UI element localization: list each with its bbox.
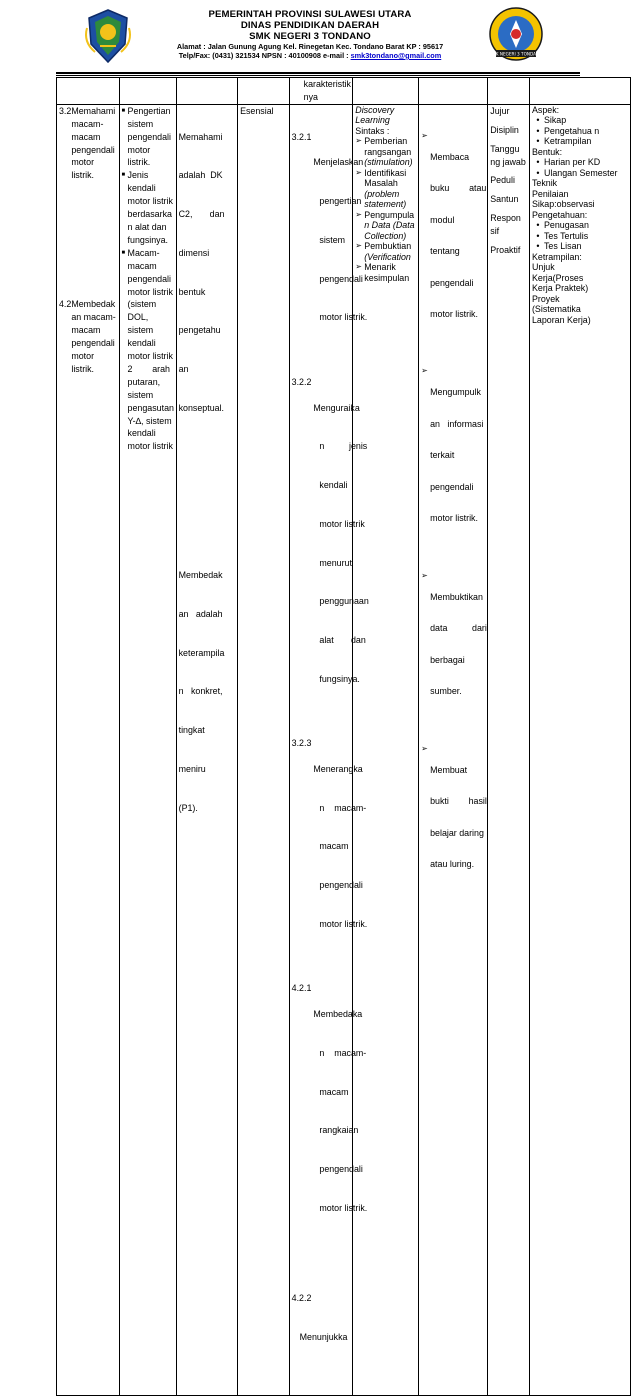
- indikator-number: 3.2.2: [291, 376, 312, 387]
- materi-text: pengasutan: [127, 402, 174, 413]
- kd-text: motor: [71, 157, 95, 168]
- penilaian-item: • Ketrampilan: [532, 136, 628, 147]
- materi-text: Pengertian: [127, 105, 171, 116]
- dot-bullet-icon: •: [536, 220, 540, 231]
- materi-cell: [119, 104, 176, 1396]
- materi-text: putaran,: [127, 376, 161, 387]
- dot-bullet-icon: •: [536, 136, 540, 147]
- cell-text: karakteristik: [303, 79, 351, 89]
- syllabus-table: [56, 77, 631, 1396]
- materi-text: Y-∆, sistem: [127, 415, 172, 426]
- materi-text: sistem: [127, 118, 154, 129]
- dot-bullet-icon: •: [536, 230, 540, 241]
- materi-text: kendali: [127, 428, 156, 439]
- penilaian-label: Bentuk:: [531, 146, 563, 157]
- sintaks-text: (stimulation): [364, 157, 413, 168]
- materi-text: kendali: [127, 338, 156, 349]
- kd-text: listrik.: [71, 170, 95, 181]
- letterhead-address: Alamat : Jalan Gunung Agung Kel. Rinegetan Kec. Tondano Barat KP : 95617: [176, 42, 444, 51]
- dimensi-text: adalah DK: [178, 170, 223, 181]
- cell-text: nya: [303, 91, 318, 102]
- kegiatan-item: [421, 571, 485, 718]
- kegiatan-text: pengendali: [430, 277, 474, 288]
- table-row: [57, 78, 631, 105]
- indikator-item: [291, 376, 369, 712]
- table-cell: [419, 78, 488, 105]
- indikator-item: [291, 982, 368, 1240]
- dimensi-text: Membedak: [178, 570, 223, 581]
- penilaian-text: Proyek: [531, 293, 560, 304]
- square-bullet-icon: ■: [121, 172, 126, 179]
- kegiatan-text: atau luring.: [430, 859, 475, 870]
- letterhead-line-2: DINAS PENDIDIKAN DAERAH: [240, 20, 380, 31]
- sintaks-text: rangsangan: [364, 146, 412, 157]
- dot-bullet-icon: •: [536, 167, 540, 178]
- materi-text: pengendali: [127, 131, 171, 142]
- materi-text: (sistem: [127, 299, 157, 310]
- arrow-bullet-icon: ➢: [355, 167, 362, 177]
- materi-text: motor listrik: [127, 441, 173, 452]
- school-seal-caption: SMK NEGERI 3 TONDANO: [489, 51, 543, 57]
- kegiatan-text: tentang: [430, 246, 460, 257]
- indikator-text: Menguraika: [313, 402, 360, 413]
- indikator-item: [292, 1266, 351, 1369]
- kegiatan-cell: [419, 104, 488, 1396]
- materi-text: motor listrik: [127, 286, 173, 297]
- dimensi-text: an adalah: [178, 608, 223, 619]
- indikator-text: macam: [319, 1086, 349, 1097]
- indikator-text: motor listrik: [319, 518, 365, 529]
- sintaks-text: (problem: [364, 188, 400, 199]
- kd-number: 4.2: [59, 299, 72, 310]
- materi-text: berdasarka: [127, 209, 172, 220]
- penilaian-label: Aspek:: [531, 104, 560, 115]
- dot-bullet-icon: •: [536, 157, 540, 168]
- kegiatan-text: Membuat: [430, 764, 468, 775]
- letterhead-rule-thin: [56, 75, 580, 76]
- karakter-text: Disiplin: [490, 124, 519, 135]
- kd-text: listrik.: [71, 363, 95, 374]
- penilaian-item: • Pengetahua n: [532, 126, 628, 137]
- penilaian-text: Sikap:observasi: [531, 199, 595, 210]
- dimensi-text: bentuk: [178, 286, 206, 297]
- kegiatan-item: [421, 744, 485, 891]
- dimensi-text: an: [178, 363, 189, 374]
- karakter-cell: [488, 104, 530, 1396]
- kegiatan-item: [421, 131, 485, 341]
- indikator-text: Menunjukka: [299, 1331, 348, 1342]
- kompetensi-dasar-cell: [57, 104, 120, 1396]
- dimensi-text: n konkret,: [178, 686, 223, 697]
- arrow-bullet-icon: ➢: [355, 209, 362, 219]
- kd-text: pengendali: [71, 337, 115, 348]
- sintaks-item: [355, 262, 416, 283]
- table-cell: [529, 78, 630, 105]
- dimensi-text: konseptual.: [178, 402, 225, 413]
- kegiatan-text: belajar daring: [430, 827, 484, 838]
- penilaian-item: • Harian per KD: [532, 157, 628, 168]
- sintaks-item: [355, 168, 416, 210]
- materi-text: fungsinya.: [127, 234, 169, 245]
- indikator-text: macam: [319, 841, 349, 852]
- penilaian-item: • Penugasan: [532, 220, 628, 231]
- penilaian-item: • Tes Tertulis: [532, 231, 628, 242]
- materi-text: Macam-: [127, 247, 160, 258]
- indikator-text: menurut: [319, 557, 352, 568]
- penilaian-text: Unjuk: [531, 262, 555, 273]
- arrow-bullet-icon: ➢: [421, 743, 428, 753]
- square-bullet-icon: ■: [121, 107, 126, 114]
- indikator-number: 3.2.3: [291, 738, 312, 749]
- indikator-text: rangkaian: [319, 1125, 359, 1136]
- karakter-text: Jujur: [490, 105, 510, 116]
- indikator-text: pengendali: [319, 1164, 363, 1175]
- indikator-text: alat dan: [319, 634, 366, 645]
- arrow-bullet-icon: ➢: [421, 570, 428, 580]
- kd-item: [59, 105, 117, 182]
- materi-text: motor listrik: [127, 351, 173, 362]
- kegiatan-text: sumber.: [430, 686, 462, 697]
- kegiatan-text: Mengumpulk: [430, 387, 481, 398]
- kd-text: macam: [71, 325, 101, 336]
- penilaian-text: Ketrampilan:: [531, 251, 582, 262]
- indikator-number: 3.2.1: [291, 131, 312, 142]
- kd-item: [59, 298, 117, 375]
- kegiatan-text: buku atau: [430, 183, 487, 194]
- sintaks-text: Pemberian: [364, 136, 408, 147]
- sintaks-item: [355, 136, 416, 168]
- kegiatan-text: Membuktikan: [430, 591, 483, 602]
- materi-text: macam: [127, 260, 157, 271]
- kegiatan-text: motor listrik.: [430, 309, 478, 320]
- materi-text: Jenis: [127, 170, 149, 181]
- kegiatan-text: pengendali: [430, 481, 474, 492]
- letterhead-line-1: PEMERINTAH PROVINSI SULAWESI UTARA: [208, 9, 412, 20]
- school-seal-logo: [488, 6, 544, 67]
- indikator-text: n macam-: [319, 1047, 367, 1058]
- penilaian-text: Kerja(Proses: [531, 272, 584, 283]
- kegiatan-text: motor listrik.: [430, 513, 478, 524]
- karakter-text: Peduli: [490, 175, 515, 186]
- email-link[interactable]: smk3tondano@gmail.com: [350, 51, 442, 60]
- arrow-bullet-icon: ➢: [421, 130, 428, 140]
- kegiatan-text: terkait: [430, 450, 455, 461]
- sintaks-text: Masalah: [364, 178, 398, 189]
- penilaian-text: Penilaian: [531, 188, 569, 199]
- table-cell: [57, 78, 120, 105]
- dot-bullet-icon: •: [536, 241, 540, 252]
- indikator-number: 4.2.1: [291, 983, 312, 994]
- kegiatan-text: berbagai: [430, 654, 465, 665]
- kd-text: an macam-: [71, 312, 116, 323]
- model-text: Sintaks :: [355, 125, 390, 136]
- dimensi-text: C2, dan: [178, 209, 225, 220]
- karakter-text: Respon sif: [490, 213, 521, 237]
- sintaks-text: kesimpulan: [364, 272, 410, 283]
- kategori-text: Esensial: [240, 105, 274, 116]
- dot-bullet-icon: •: [536, 125, 540, 136]
- kegiatan-item: [421, 366, 485, 545]
- sintaks-text: Collection): [364, 230, 407, 241]
- arrow-bullet-icon: ➢: [355, 136, 362, 146]
- kd-text: motor: [71, 350, 95, 361]
- indikator-cell: [289, 104, 369, 1396]
- indikator-item: [291, 737, 368, 956]
- materi-text: motor listrik.: [127, 144, 151, 168]
- kd-text: Membedak: [71, 299, 116, 310]
- penilaian-item: • Sikap: [532, 115, 628, 126]
- indikator-text: kendali: [319, 480, 348, 491]
- table-cell: [119, 78, 176, 105]
- indikator-text: penggunaan: [319, 596, 369, 607]
- penilaian-item: • Tes Lisan: [532, 241, 628, 252]
- indikator-text: n jenis: [319, 441, 368, 452]
- materi-text: motor listrik: [127, 196, 173, 207]
- table-row: [57, 104, 631, 1396]
- indikator-text: pengendali: [319, 273, 363, 284]
- penilaian-item: • Ulangan Semester: [532, 168, 628, 179]
- dimensi-text: tingkat: [178, 725, 205, 736]
- materi-text: sistem: [127, 325, 154, 336]
- kd-text: macam-: [71, 118, 104, 129]
- sintaks-text: n Data (Data: [364, 220, 415, 231]
- indikator-item: [291, 131, 368, 350]
- dimensi-text: Memahami: [178, 131, 223, 142]
- karakter-text: Santun: [490, 194, 519, 205]
- dot-bullet-icon: •: [536, 115, 540, 126]
- table-cell: [238, 78, 290, 105]
- dimensi-text: pengetahu: [178, 325, 221, 336]
- letterhead-rule-thick: [56, 72, 580, 74]
- sintaks-text: statement): [364, 199, 407, 210]
- dimensi-text: dimensi: [178, 247, 210, 258]
- materi-text: pengendali: [127, 273, 171, 284]
- indikator-text: Membedaka: [313, 1009, 363, 1020]
- contact-text: Telp/Fax: (0431) 321534 NPSN : 40100908 e-mail :: [178, 51, 351, 60]
- indikator-text: n macam-: [319, 802, 367, 813]
- penilaian-text: (Sistematika: [531, 304, 581, 315]
- table-cell: [289, 78, 353, 105]
- penilaian-text: Teknik: [531, 178, 558, 189]
- letterhead: [0, 0, 638, 76]
- indikator-text: pengertian: [319, 196, 362, 207]
- dimensi-text: meniru: [178, 763, 206, 774]
- kegiatan-text: bukti hasil: [430, 796, 487, 807]
- kd-text: macam: [71, 131, 101, 142]
- materi-item: [122, 247, 174, 454]
- sintaks-text: Identifikasi: [364, 167, 407, 178]
- sintaks-text: Menarik: [364, 262, 396, 273]
- indikator-number: 4.2.2: [291, 1293, 312, 1304]
- penilaian-text: Kerja Praktek): [531, 283, 589, 294]
- sintaks-text: Pembuktian: [364, 241, 412, 252]
- indikator-text: motor listrik.: [319, 312, 368, 323]
- provincial-emblem-logo: [85, 8, 131, 69]
- indikator-text: Menjelaskan: [313, 157, 364, 168]
- letterhead-contact: [150, 51, 470, 60]
- indikator-text: sistem: [319, 234, 346, 245]
- table-cell: [353, 78, 419, 105]
- kegiatan-text: modul: [430, 214, 455, 225]
- penilaian-text: Pengetahuan:: [531, 209, 588, 220]
- indikator-text: motor listrik.: [319, 1202, 368, 1213]
- kd-text: pengendali: [71, 144, 115, 155]
- materi-text: 2 arah: [127, 363, 170, 374]
- materi-text: sistem: [127, 389, 154, 400]
- square-bullet-icon: ■: [121, 249, 126, 256]
- kd-text: Memahami: [71, 105, 116, 116]
- materi-text: n alat dan: [127, 221, 167, 232]
- sintaks-text: (Verification: [364, 251, 411, 262]
- materi-item: [122, 169, 174, 246]
- karakter-text: Tanggu ng jawab: [490, 143, 526, 167]
- indikator-text: pengendali: [319, 880, 363, 891]
- sintaks-text: Pengumpula: [364, 209, 415, 220]
- arrow-bullet-icon: ➢: [355, 241, 362, 251]
- arrow-bullet-icon: ➢: [355, 262, 362, 272]
- materi-text: kendali: [127, 183, 156, 194]
- penilaian-cell: [529, 104, 630, 1396]
- sintaks-item: [355, 241, 416, 262]
- dimensi-text: (P1).: [178, 802, 198, 813]
- penilaian-text: Laporan Kerja): [531, 314, 591, 325]
- sintaks-item: [355, 210, 416, 242]
- dimensi-text: keterampila: [178, 647, 225, 658]
- model-text: Learning: [355, 115, 390, 126]
- karakter-text: Proaktif: [490, 245, 521, 256]
- kategori-cell: [238, 104, 290, 1396]
- indikator-text: motor listrik.: [319, 918, 368, 929]
- arrow-bullet-icon: ➢: [421, 366, 428, 376]
- materi-item: [122, 105, 174, 170]
- table-cell: [176, 78, 237, 105]
- kegiatan-text: Membaca: [430, 151, 470, 162]
- indikator-text: fungsinya.: [319, 673, 360, 684]
- kegiatan-text: an informasi: [430, 418, 484, 429]
- model-text: Discovery: [355, 104, 395, 115]
- table-cell: [488, 78, 530, 105]
- materi-text: DOL,: [127, 312, 149, 323]
- kd-number: 3.2: [59, 105, 72, 116]
- letterhead-line-3: SMK NEGERI 3 TONDANO: [249, 31, 371, 42]
- indikator-text: Menerangka: [313, 764, 363, 775]
- kegiatan-text: data dari: [430, 623, 487, 634]
- dimensi-cell: [176, 104, 237, 1396]
